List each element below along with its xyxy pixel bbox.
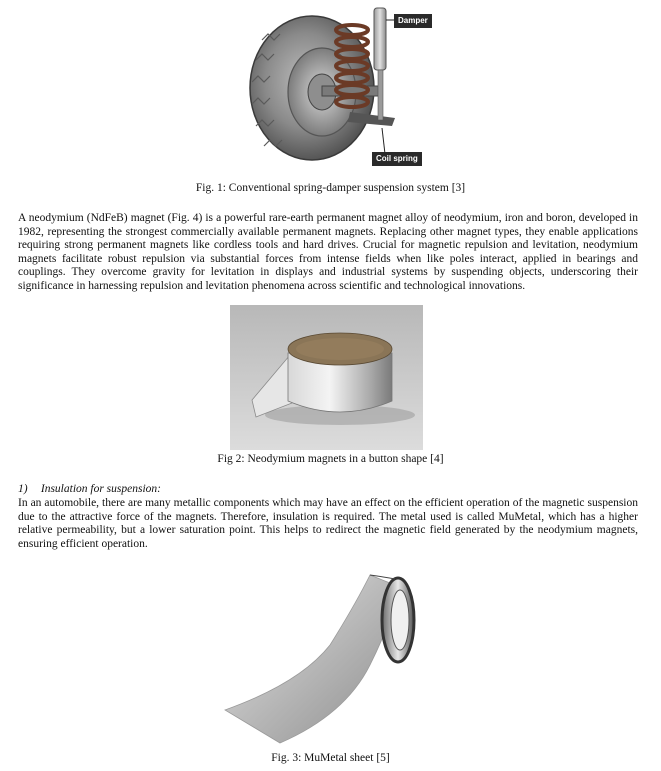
- mumetal-sheet-photo: [0, 565, 661, 745]
- paragraph-neodymium: A neodymium (NdFeB) magnet (Fig. 4) is a powerful rare-earth permanent magnet alloy of neodymium, iron and boron, developed in 1982, representing the strongest commercially available permanent magnets. Replacing other magnet types, they enable applications requiring strong permanent magnets like cordless tools and hard drives. Crucial for magnetic repulsion and levitation, neodymium magnets facilitate robust repulsion via substantial forces from intense fields when like poles interact, applied in bearings and couplings. They overcome gravity for levitation in displays and industrial systems by suspending objects, underscoring their significance in harnessing repulsion and levitation phenomena across scientific and technological innovations.: [18, 212, 638, 292]
- figure-1-caption: Fig. 1: Conventional spring-damper suspension system [3]: [195, 182, 466, 194]
- neodymium-magnet-photo: [0, 305, 661, 450]
- figure-1: [0, 0, 661, 170]
- figure-3-caption: Fig. 3: MuMetal sheet [5]: [271, 752, 390, 764]
- coil-spring-label: Coil spring: [372, 152, 422, 166]
- figure-3: [0, 565, 661, 745]
- paragraph-mumetal: In an automobile, there are many metallic components which may have an effect on the efficient operation of the magnetic suspension due to the attractive force of the magnets. Therefore, insulation is required. The metal used is called MuMetal, which has a higher relative permeability, but a lower saturation point. This helps to redirect the magnetic field generated by the neodymium magnets, ensuring efficient operation.: [18, 497, 638, 550]
- section-title: Insulation for suspension:: [40, 483, 161, 495]
- damper-label: Damper: [394, 14, 432, 28]
- section-number: 1): [18, 483, 28, 495]
- figure-2: [0, 305, 661, 450]
- suspension-illustration: [0, 0, 661, 170]
- section-heading: [18, 482, 161, 496]
- figure-2-caption: Fig 2: Neodymium magnets in a button shape [4]: [217, 453, 444, 465]
